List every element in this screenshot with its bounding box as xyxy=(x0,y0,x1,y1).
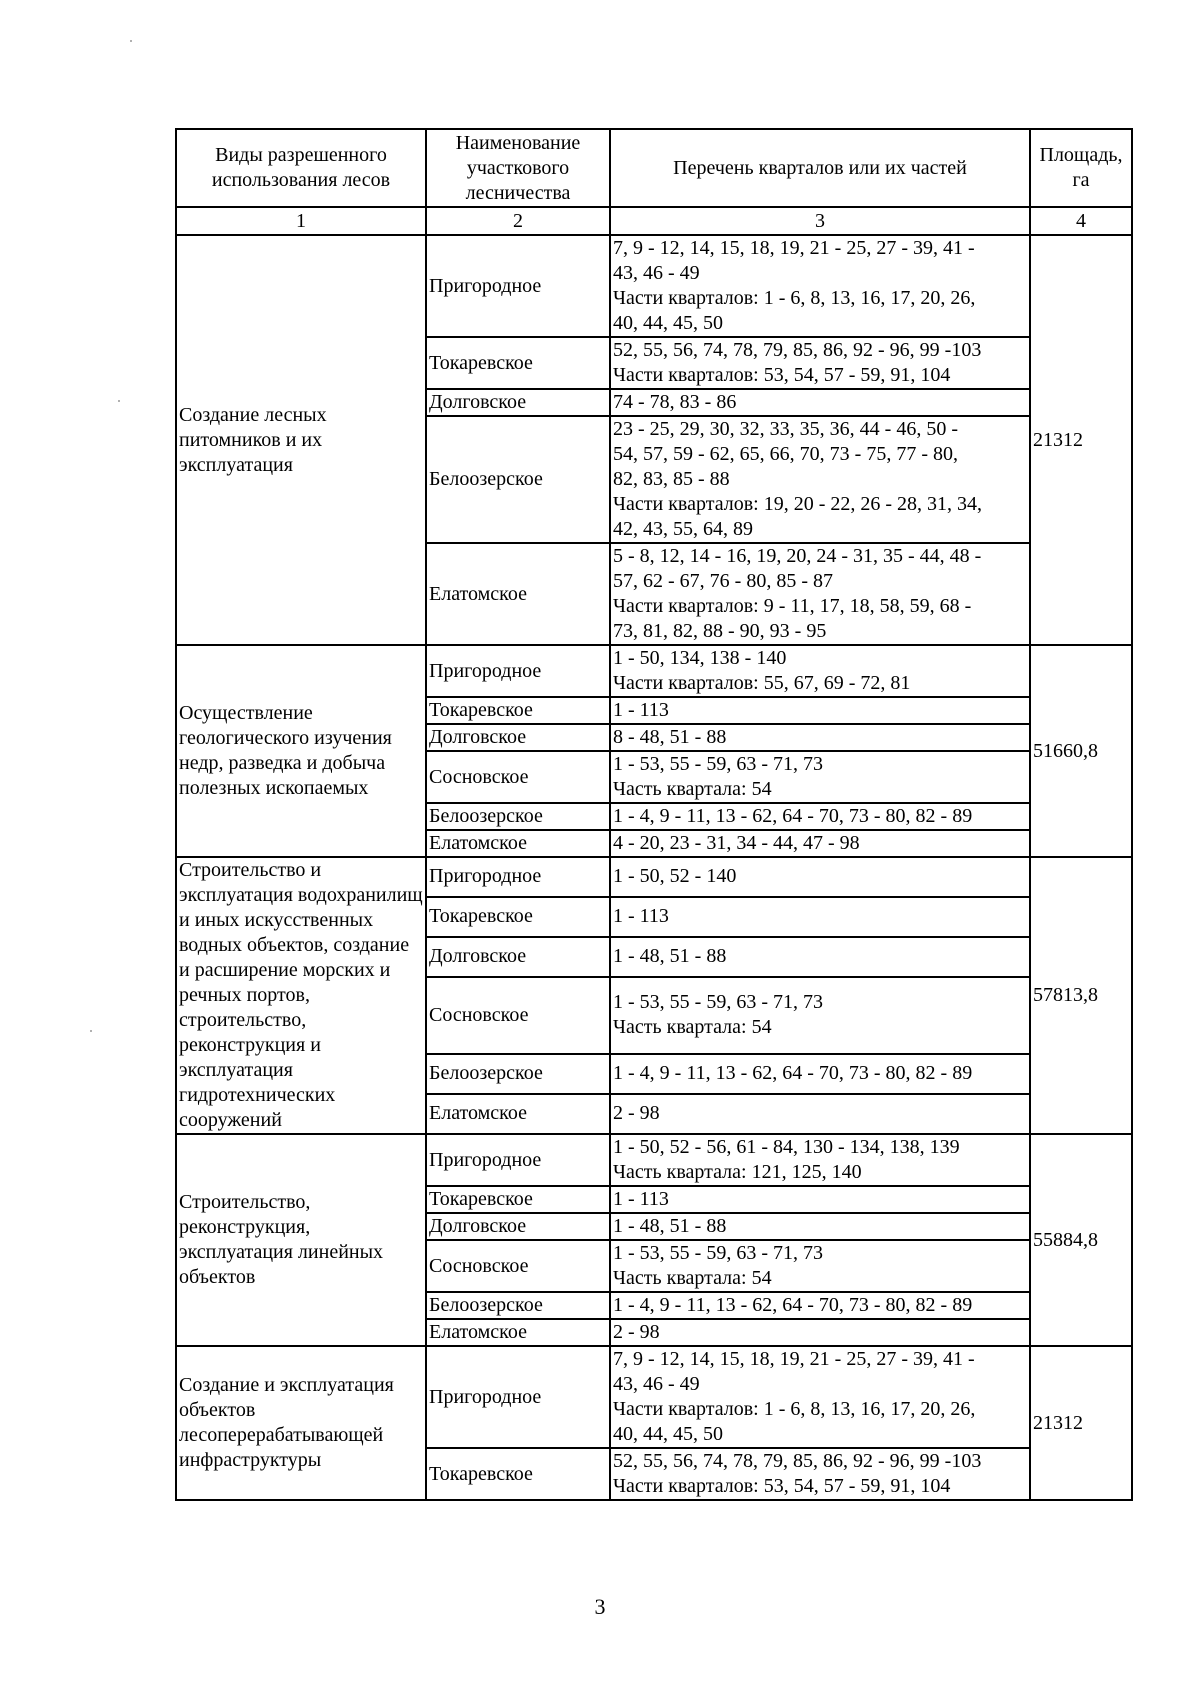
quarters-line: 1 - 53, 55 - 59, 63 - 71, 73 xyxy=(613,1242,823,1264)
forestry-name-cell: Долговское xyxy=(426,724,610,751)
quarters-line: Части кварталов: 53, 54, 57 - 59, 91, 104 xyxy=(613,364,951,386)
quarters-line: 1 - 50, 134, 138 - 140 xyxy=(613,647,787,669)
usage-type-cell: Создание и эксплуатация объектов лесоперерабатывающей инфраструктуры xyxy=(176,1346,426,1500)
area-cell: 21312 xyxy=(1030,1346,1132,1500)
table-row xyxy=(176,645,1132,697)
quarters-line: 43, 46 - 49 xyxy=(613,1373,700,1395)
quarters-cell xyxy=(610,337,1030,389)
forestry-name-cell: Елатомское xyxy=(426,1094,610,1134)
forestry-name-cell: Долговское xyxy=(426,389,610,416)
table-row xyxy=(176,857,1132,897)
scan-speck xyxy=(130,40,132,42)
forestry-name-cell: Токаревское xyxy=(426,1186,610,1213)
quarters-line: 2 - 98 xyxy=(613,1321,660,1343)
area-cell: 51660,8 xyxy=(1030,645,1132,857)
quarters-cell xyxy=(610,724,1030,751)
quarters-cell xyxy=(610,857,1030,897)
header-forestry: Наименование участкового лесничества xyxy=(426,129,610,207)
quarters-line: 1 - 113 xyxy=(613,699,669,721)
quarters-line: 8 - 48, 51 - 88 xyxy=(613,726,727,748)
forestry-name-cell: Пригородное xyxy=(426,645,610,697)
quarters-line: 1 - 48, 51 - 88 xyxy=(613,945,727,968)
quarters-cell xyxy=(610,543,1030,645)
quarters-line: 7, 9 - 12, 14, 15, 18, 19, 21 - 25, 27 - 39, 41 - xyxy=(613,1348,975,1370)
forestry-name-cell: Токаревское xyxy=(426,1448,610,1500)
quarters-line: Части кварталов: 9 - 11, 17, 18, 58, 59, 68 - xyxy=(613,595,972,617)
usage-type-cell: Осуществление геологического изучения недр, разведка и добыча полезных ископаемых xyxy=(176,645,426,857)
quarters-line: 42, 43, 55, 64, 89 xyxy=(613,518,753,540)
quarters-cell xyxy=(610,697,1030,724)
quarters-cell xyxy=(610,389,1030,416)
area-cell: 55884,8 xyxy=(1030,1134,1132,1346)
quarters-cell xyxy=(610,751,1030,803)
table-row xyxy=(176,235,1132,337)
forestry-name-cell: Сосновское xyxy=(426,977,610,1054)
quarters-line: 82, 83, 85 - 88 xyxy=(613,468,730,490)
quarters-line: 40, 44, 45, 50 xyxy=(613,312,723,334)
quarters-cell xyxy=(610,977,1030,1054)
quarters-line: 1 - 4, 9 - 11, 13 - 62, 64 - 70, 73 - 80, 82 - 89 xyxy=(613,1294,973,1316)
quarters-cell xyxy=(610,897,1030,937)
quarters-line: 52, 55, 56, 74, 78, 79, 85, 86, 92 - 96, 99 -103 xyxy=(613,1450,982,1472)
quarters-line: 1 - 113 xyxy=(613,905,669,928)
quarters-cell xyxy=(610,416,1030,543)
quarters-line: 7, 9 - 12, 14, 15, 18, 19, 21 - 25, 27 - 39, 41 - xyxy=(613,237,975,259)
header-usage: Виды разрешенного использования лесов xyxy=(176,129,426,207)
quarters-line: 43, 46 - 49 xyxy=(613,262,700,284)
quarters-line: 1 - 48, 51 - 88 xyxy=(613,1215,727,1237)
forestry-name-cell: Елатомское xyxy=(426,1319,610,1346)
quarters-line: 40, 44, 45, 50 xyxy=(613,1423,723,1445)
quarters-cell xyxy=(610,937,1030,977)
forestry-name-cell: Токаревское xyxy=(426,897,610,937)
table-body xyxy=(176,235,1132,1500)
quarters-cell xyxy=(610,1319,1030,1346)
table-row xyxy=(176,1346,1132,1448)
forestry-name-cell: Долговское xyxy=(426,1213,610,1240)
forestry-name-cell: Белоозерское xyxy=(426,803,610,830)
column-number: 3 xyxy=(610,207,1030,235)
forestry-name-cell: Пригородное xyxy=(426,235,610,337)
quarters-cell xyxy=(610,1240,1030,1292)
header-row xyxy=(176,129,1132,207)
quarters-cell xyxy=(610,645,1030,697)
usage-type-cell: Строительство и эксплуатация водохранилищ и иных искусственных водных объектов, создание и расширение морских и речных портов, строительство, реконструкция и эксплуатация гидротехнических сооружений xyxy=(176,857,426,1134)
quarters-cell xyxy=(610,1213,1030,1240)
quarters-line: 1 - 113 xyxy=(613,1188,669,1210)
quarters-line: 1 - 4, 9 - 11, 13 - 62, 64 - 70, 73 - 80, 82 - 89 xyxy=(613,805,973,827)
quarters-line: Части кварталов: 55, 67, 69 - 72, 81 xyxy=(613,672,911,694)
quarters-cell xyxy=(610,1094,1030,1134)
column-number: 1 xyxy=(176,207,426,235)
forest-usage-table xyxy=(175,128,1133,1501)
quarters-cell xyxy=(610,1054,1030,1094)
quarters-cell xyxy=(610,1186,1030,1213)
quarters-cell xyxy=(610,1292,1030,1319)
quarters-line: 23 - 25, 29, 30, 32, 33, 35, 36, 44 - 46, 50 - xyxy=(613,418,958,440)
quarters-line: Часть квартала: 121, 125, 140 xyxy=(613,1161,862,1183)
forestry-name-cell: Пригородное xyxy=(426,857,610,897)
column-number: 4 xyxy=(1030,207,1132,235)
forestry-name-cell: Токаревское xyxy=(426,697,610,724)
forestry-name-cell: Белоозерское xyxy=(426,416,610,543)
quarters-line: 5 - 8, 12, 14 - 16, 19, 20, 24 - 31, 35 - 44, 48 - xyxy=(613,545,982,567)
forestry-name-cell: Елатомское xyxy=(426,830,610,857)
quarters-cell xyxy=(610,803,1030,830)
quarters-cell xyxy=(610,1134,1030,1186)
forestry-name-cell: Белоозерское xyxy=(426,1292,610,1319)
scan-speck xyxy=(90,1030,92,1032)
quarters-line: Часть квартала: 54 xyxy=(613,1267,772,1289)
quarters-line: 54, 57, 59 - 62, 65, 66, 70, 73 - 75, 77 - 80, xyxy=(613,443,958,465)
header-area: Площадь, га xyxy=(1030,129,1132,207)
quarters-line: Часть квартала: 54 xyxy=(613,1016,772,1039)
quarters-cell xyxy=(610,1346,1030,1448)
usage-type-cell: Создание лесных питомников и их эксплуатация xyxy=(176,235,426,645)
forestry-name-cell: Елатомское xyxy=(426,543,610,645)
area-cell: 21312 xyxy=(1030,235,1132,645)
quarters-line: Части кварталов: 19, 20 - 22, 26 - 28, 31, 34, xyxy=(613,493,983,515)
quarters-line: 1 - 53, 55 - 59, 63 - 71, 73 xyxy=(613,991,823,1014)
quarters-line: 73, 81, 82, 88 - 90, 93 - 95 xyxy=(613,620,827,642)
quarters-line: Части кварталов: 53, 54, 57 - 59, 91, 104 xyxy=(613,1475,951,1497)
quarters-cell xyxy=(610,1448,1030,1500)
forestry-name-cell: Токаревское xyxy=(426,337,610,389)
quarters-line: 1 - 50, 52 - 140 xyxy=(613,865,737,888)
forestry-name-cell: Пригородное xyxy=(426,1346,610,1448)
usage-type-cell: Строительство, реконструкция, эксплуатация линейных объектов xyxy=(176,1134,426,1346)
quarters-line: Часть квартала: 54 xyxy=(613,778,772,800)
quarters-line: 1 - 4, 9 - 11, 13 - 62, 64 - 70, 73 - 80, 82 - 89 xyxy=(613,1062,973,1085)
quarters-line: 1 - 53, 55 - 59, 63 - 71, 73 xyxy=(613,753,823,775)
forestry-name-cell: Белоозерское xyxy=(426,1054,610,1094)
quarters-line: 4 - 20, 23 - 31, 34 - 44, 47 - 98 xyxy=(613,832,860,854)
quarters-line: 2 - 98 xyxy=(613,1102,660,1125)
header-quarters: Перечень кварталов или их частей xyxy=(610,129,1030,207)
table-row xyxy=(176,1134,1132,1186)
scan-speck xyxy=(118,400,120,402)
column-number: 2 xyxy=(426,207,610,235)
page-number: 3 xyxy=(594,1594,606,1619)
quarters-line: 52, 55, 56, 74, 78, 79, 85, 86, 92 - 96, 99 -103 xyxy=(613,339,982,361)
quarters-line: 57, 62 - 67, 76 - 80, 85 - 87 xyxy=(613,570,833,592)
forestry-name-cell: Сосновское xyxy=(426,751,610,803)
area-cell: 57813,8 xyxy=(1030,857,1132,1134)
quarters-line: 74 - 78, 83 - 86 xyxy=(613,391,737,413)
quarters-cell xyxy=(610,235,1030,337)
forestry-name-cell: Сосновское xyxy=(426,1240,610,1292)
quarters-cell xyxy=(610,830,1030,857)
forestry-name-cell: Пригородное xyxy=(426,1134,610,1186)
quarters-line: 1 - 50, 52 - 56, 61 - 84, 130 - 134, 138, 139 xyxy=(613,1136,960,1158)
column-number-row xyxy=(176,207,1132,235)
forestry-name-cell: Долговское xyxy=(426,937,610,977)
quarters-line: Части кварталов: 1 - 6, 8, 13, 16, 17, 20, 26, xyxy=(613,287,976,309)
quarters-line: Части кварталов: 1 - 6, 8, 13, 16, 17, 20, 26, xyxy=(613,1398,976,1420)
